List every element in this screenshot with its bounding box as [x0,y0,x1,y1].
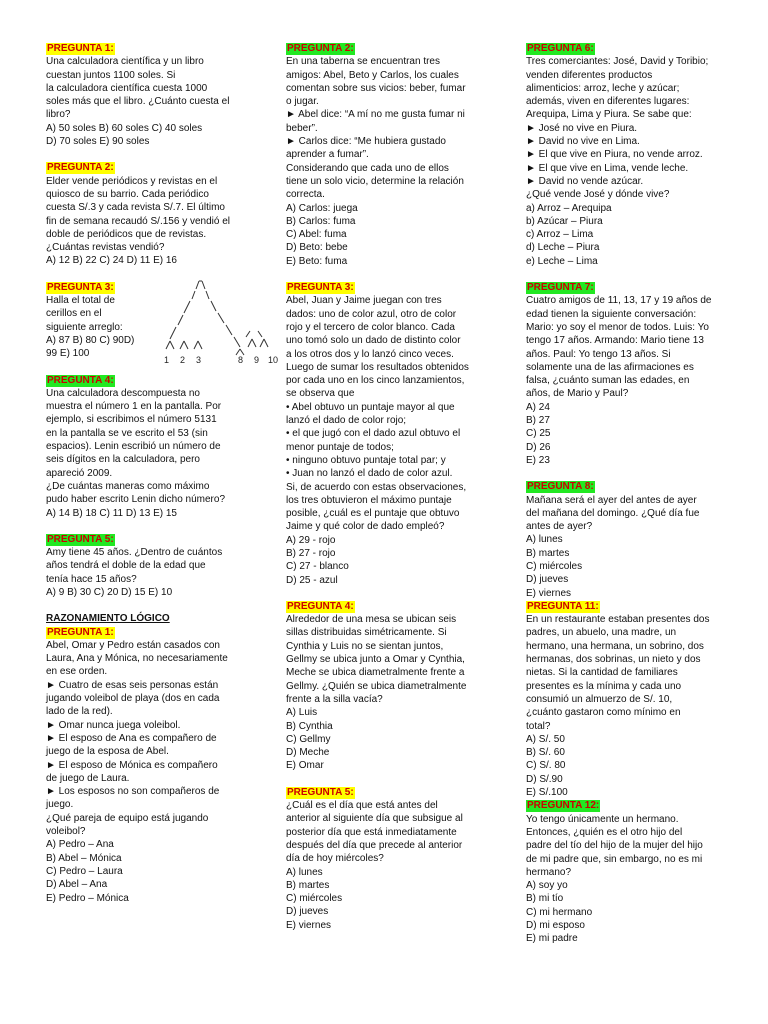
text-line: siguiente arreglo: [46,321,123,333]
text-line: muestra el número 1 en la pantalla. Por [46,401,222,413]
question-label: PREGUNTA 1: [47,626,114,638]
text-line: uno tomó solo un dado de distinto color [286,335,461,347]
text-line: e) Leche – Lima [526,255,598,267]
text-line: C) Pedro – Laura [46,865,123,877]
text-line: Abel, Omar y Pedro están casados con [46,639,220,651]
question-text [526,294,726,467]
text-line: a los otros dos y lo lanzó cinco veces. [286,348,454,360]
text-line: Cuatro amigos de 11, 13, 17 y 19 años de [526,295,712,307]
question-text [286,55,500,268]
text-line: E) viernes [526,587,572,599]
text-line: día de hoy miércoles? [286,853,384,865]
text-line: b) Azúcar – Piura [526,215,603,227]
text-line: fin de semana recaudó S/.156 y vendió el [46,215,231,227]
text-line: Amy tiene 45 años. ¿Dentro de cuántos [46,547,223,559]
text-line: ► José no vive en Piura. [526,122,638,134]
text-line: Alrededor de una mesa se ubican seis [286,614,457,626]
text-line: falsa, ¿cuánto suman las edades, en [526,375,690,387]
column-3 [526,42,726,946]
text-line: la calculadora científica cuesta 1000 [46,82,208,94]
text-line: D) jueves [526,574,569,586]
figure-number: 10 [268,354,279,365]
text-line: E) mi padre [526,933,578,945]
text-line: doble de periódicos que de revistas. [46,228,207,240]
question-block [286,600,500,773]
text-line: Arequipa, Lima y Piura. Se sabe que: [526,109,692,121]
text-line: juego de la esposa de Abel. [46,746,169,758]
question-text [526,55,726,268]
text-line: D) mi esposo [526,920,585,931]
text-line: consumió un almuerzo de S/. 10, [526,693,673,705]
question-block [46,533,246,599]
text-line: D) Abel – Ana [46,879,108,891]
text-line: se observa que [286,388,355,400]
text-line: A) S/. 50 [526,733,565,745]
column-1 [46,42,279,905]
question-block [526,799,726,945]
text-line: 99 E) 100 [46,348,90,360]
text-line: hermano, una hermana, un sobrino, dos [526,640,704,652]
text-line: cuesta S/.3 y cada revista S/.7. El último [46,202,225,214]
question-label: PREGUNTA 8: [527,481,594,493]
text-line: ► Omar nunca juega voleibol. [46,719,181,731]
text-line: los tres obtuvieron el máximo puntaje [286,494,452,506]
text-line: D) 25 - azul [286,574,338,586]
figure-number: 2 [180,354,186,365]
text-line: padre del tío del hijo de la mujer del hijo [526,840,703,852]
question-text [46,175,246,268]
text-line: ► David no vende azúcar. [526,175,644,187]
text-line: espacios). Lenin escribió un número de [46,441,221,453]
question-block [286,786,500,932]
text-line: soles más que el libro. ¿Cuánto cuesta el [46,96,230,108]
text-line: A) 12 B) 22 C) 24 D) 11 E) 16 [46,255,177,267]
text-line: A) 24 [526,401,550,413]
text-line: ► Cuatro de esas seis personas están [46,679,219,691]
text-line: A) 87 B) 80 C) 90D) [46,334,135,346]
text-line: tiene un solo vicio, determine la relación [286,175,464,187]
figure-number: 8 [238,354,244,365]
text-line: ► El esposo de Mónica es compañero [46,759,218,771]
text-line: B) Abel – Mónica [46,852,122,864]
text-line: B) S/. 60 [526,747,565,759]
text-line: A) lunes [286,866,323,878]
question-label: PREGUNTA 2: [47,162,114,174]
text-line: dados: uno de color azul, otro de color [286,308,457,320]
text-line: C) Abel: fuma [286,229,347,241]
section-title: RAZONAMIENTO LÓGICO [46,613,170,625]
text-line: aprender a fumar”. [286,149,369,161]
text-line: Una calculadora descompuesta no [46,387,200,399]
question-text [46,387,246,520]
text-line: cerillos en el [46,308,102,320]
question-block [286,281,500,587]
text-line: amigos: Abel, Beto y Carlos, los cuales [286,69,459,81]
question-label: PREGUNTA 4: [47,374,114,386]
question-label: PREGUNTA 7: [527,282,594,294]
text-line: total? [526,720,551,732]
text-line: E) 23 [526,454,550,466]
question-block [46,374,246,520]
text-line: ► El esposo de Ana es compañero de [46,732,217,744]
text-line: C) S/. 80 [526,760,566,772]
question-block [46,281,279,365]
text-line: a) Arroz – Arequipa [526,202,612,214]
text-line: A) 29 - rojo [286,534,336,546]
text-line: en ese orden. [46,666,108,678]
text-line: ► Abel dice: “A mí no me gusta fumar ni [286,109,465,121]
text-line: nietas. Si la cantidad de familiares [526,667,678,679]
question-text [46,639,246,905]
text-line: Una calculadora científica y un libro [46,56,204,68]
text-line: padres, un abuelo, una madre, un [526,627,677,639]
text-line: alimenticios: arroz, leche y azúcar; [526,82,680,94]
question-block [526,600,726,799]
text-line: D) 26 [526,441,551,453]
text-line: Entonces, ¿quién es el otro hijo del [526,826,683,838]
text-line: lado de la red). [46,706,113,718]
text-line: B) mi tío [526,893,564,905]
text-line: B) Carlos: fuma [286,215,356,227]
text-line: en la pantalla se ve escrito el 53 (sin [46,427,208,439]
text-line: Si, de acuerdo con estas observaciones, [286,481,467,493]
text-line: A) 9 B) 30 C) 20 D) 15 E) 10 [46,586,173,598]
question-block [526,42,726,268]
question-block [46,42,246,148]
text-line: En un restaurante estaban presentes dos [526,614,710,626]
text-line: B) Cynthia [286,720,333,732]
text-line: del mañana del domingo. ¿Qué día fue [526,507,700,519]
question-label: PREGUNTA 3: [47,281,114,293]
text-line: anterior al siguiente día que subsigue al [286,813,463,825]
text-line: A) soy yo [526,880,568,892]
text-line: D) Meche [286,747,330,759]
text-line: • el que jugó con el dado azul obtuvo el [286,428,461,440]
text-line: Cynthia y Luis no se sientan juntos, [286,640,444,652]
text-line: d) Leche – Piura [526,242,600,254]
text-line: años tendrá el doble de la edad que [46,560,206,572]
text-line: beber”. [286,122,318,134]
text-line: En una taberna se encuentran tres [286,56,440,68]
text-line: B) 27 [526,415,550,427]
text-line: quiosco de su barrio. Cada periódico [46,188,209,200]
text-line: ► David no vive en Lima. [526,136,640,148]
question-text [286,294,500,587]
text-line: Yo tengo únicamente un hermano. [526,813,679,825]
question-label: PREGUNTA 11: [527,600,599,612]
text-line: ► Carlos dice: “Me hubiera gustado [286,136,446,148]
text-line: después del día que precede al anterior [286,839,463,851]
text-line: venden diferentes productos [526,69,653,81]
text-line: solamente una de las afirmaciones es [526,361,694,373]
text-line: años, de Mario y Paul? [526,388,629,400]
question-text [286,613,500,773]
text-line: B) martes [526,547,570,559]
text-line: además, viven en diferentes lugares: [526,96,690,108]
text-line: antes de ayer? [526,521,593,533]
text-line: jugando voleibol de playa (dos en cada [46,693,220,705]
text-line: frente a la silla vacía? [286,693,383,705]
text-line: C) 27 - blanco [286,561,349,573]
question-block [526,480,726,600]
text-line: • ninguno obtuvo puntaje total par; y [286,454,446,466]
text-line: A) lunes [526,534,563,546]
figure-number: 9 [254,354,260,365]
text-line: Jaime y qué color de dado empleó? [286,521,445,533]
figure-number: 1 [164,354,170,365]
text-line: ► El que vive en Piura, no vende arroz. [526,149,703,161]
text-line: E) Omar [286,760,324,772]
question-label: PREGUNTA 2: [287,43,354,54]
text-line: comentan sobre sus vicios: beber, fumar [286,82,466,94]
text-line: Gellmy se ubica junto a Omar y Cynthia, [286,654,465,666]
question-text [46,55,246,148]
text-line: seis dígitos en la calculadora, pero [46,454,200,466]
question-label: PREGUNTA 5: [287,786,354,798]
text-line: ¿Qué pareja de equipo está jugando [46,812,209,824]
question-block [526,281,726,467]
text-line: • Abel obtuvo un puntaje mayor al que [286,401,455,413]
text-line: C) miércoles [526,560,583,572]
question-text [526,813,726,946]
question-label: PREGUNTA 4: [287,600,354,612]
text-line: A) Pedro – Ana [46,839,114,851]
question-label: PREGUNTA 6: [527,43,594,54]
text-line: de mi padre que, sin embargo, no es mi [526,853,703,865]
text-line: Tres comerciantes: José, David y Toribio; [526,56,709,68]
question-text [286,799,500,932]
text-line: C) Gellmy [286,733,331,745]
text-line: E) Pedro – Mónica [46,892,129,904]
text-line: E) viernes [286,919,332,931]
text-line: E) Beto: fuma [286,255,348,267]
text-line: Laura, Ana y Mónica, no necesariamente [46,653,228,665]
text-line: • Juan no lanzó el dado de color azul. [286,468,453,480]
question-block [46,626,246,905]
figure-number: 3 [196,354,202,365]
text-line: B) 27 - rojo [286,547,336,559]
question-label: PREGUNTA 1: [47,43,114,54]
text-line: posible, ¿cuál es el puntaje que obtuvo [286,508,460,520]
text-line: c) Arroz – Lima [526,229,594,241]
text-line: C) mi hermano [526,906,593,918]
text-line: ejemplo, si escribimos el número 5131 [46,414,217,426]
text-line: ¿De cuántas maneras como máximo [46,480,210,492]
text-line: Abel, Juan y Jaime juegan con tres [286,295,442,307]
question-label: PREGUNTA 12: [527,800,600,812]
text-line: presentes es la mínima y cada uno [526,680,682,692]
text-line: D) S/.90 [526,773,563,785]
text-line: ¿Cuántas revistas vendió? [46,242,165,254]
text-line: B) martes [286,879,330,891]
text-line: años. Paul: Yo tengo 13 años. Si [526,348,671,360]
text-line: E) S/.100 [526,787,568,799]
text-line: A) Carlos: juega [286,202,358,214]
question-label: PREGUNTA 5: [47,533,114,545]
text-line: cuestan juntos 1100 soles. Si [46,69,176,81]
question-text [526,613,726,799]
text-line: A) 50 soles B) 60 soles C) 40 soles [46,122,203,134]
text-line: correcta. [286,189,325,201]
text-line: tenía hace 15 años? [46,573,137,585]
text-line: C) miércoles [286,893,343,905]
text-line: posterior día que está inmediatamente [286,826,457,838]
question-block [46,161,246,267]
text-line: A) 14 B) 18 C) 11 D) 13 E) 15 [46,507,177,519]
text-line: por cada uno en los cinco lanzamientos, [286,375,465,387]
text-line: tengo 17 años. Armando: Mario tiene 13 [526,335,704,347]
text-line: libro? [46,109,71,121]
text-line: o jugar. [286,96,319,108]
text-line: edad tienen la siguiente conversación: [526,308,697,320]
text-line: lanzó el dado de color rojo; [286,415,407,427]
text-line: Gellmy. ¿Quién se ubica diametralmente [286,680,467,692]
question-block [286,42,500,268]
text-line: voleibol? [46,826,86,838]
text-line: hermano? [526,866,572,878]
text-line: D) Beto: bebe [286,242,348,254]
matchstick-tree-figure [154,279,304,365]
text-line: ► El que vive en Lima, vende leche. [526,162,689,174]
text-line: Meche se ubica diametralmente frente a [286,667,465,679]
text-line: hermanas, dos sobrinas, un nieto y dos [526,654,701,666]
text-line: juego. [46,799,74,811]
question-text [526,494,726,600]
text-line: Mañana será el ayer del antes de ayer [526,494,697,506]
text-line: D) 70 soles E) 90 soles [46,136,150,148]
question-label: PREGUNTA 3: [287,282,354,294]
text-line: de juego de Laura. [46,772,130,784]
text-line: ¿cuánto gastaron como mínimo en [526,707,681,719]
text-line: Considerando que cada uno de ellos [286,162,449,174]
text-line: pudo haber escrito Lenin dicho número? [46,494,226,506]
text-line: ► Los esposos no son compañeros de [46,786,220,798]
question-text [46,546,246,599]
column-2 [286,42,500,932]
text-line: C) 25 [526,428,551,440]
text-line: Mario: yo soy el menor de todos. Luis: Yo [526,321,709,333]
text-line: Elder vende periódicos y revistas en el [46,175,218,187]
text-line: rojo y el tercero de color blanco. Cada [286,321,455,333]
text-line: sillas distribuidas simétricamente. Si [286,627,447,639]
text-line: Halla el total de [46,295,115,307]
text-line: ¿Cuál es el día que está antes del [286,800,438,812]
text-line: ¿Qué vende José y dónde vive? [526,189,670,201]
text-line: Luego de sumar los resultados obtenidos [286,361,469,373]
text-line: apareció 2009. [46,467,113,479]
text-line: D) jueves [286,906,329,918]
text-line: A) Luis [286,707,318,719]
text-line: menor puntaje de todos; [286,441,394,453]
